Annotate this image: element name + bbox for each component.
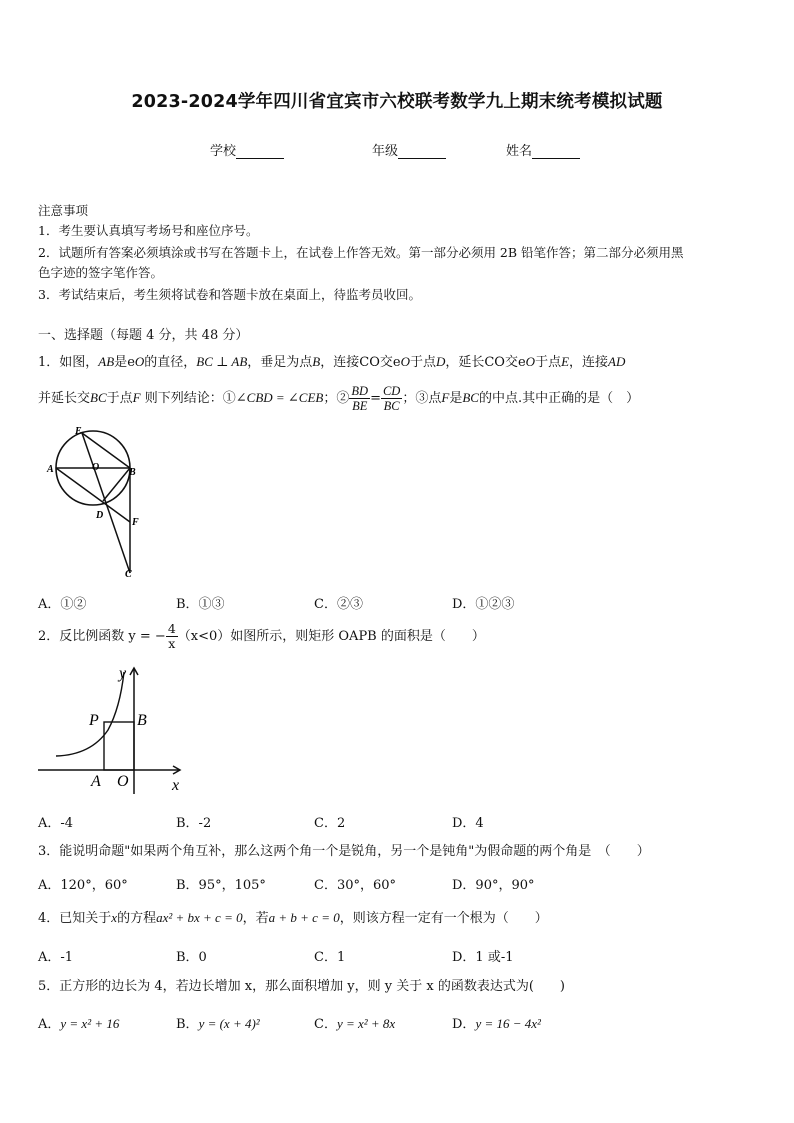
q1-math-bc: BC: [462, 390, 479, 405]
notice-heading: 注意事项: [38, 203, 89, 218]
q4-text-part: ，则该方程一定有一个根为（ ）: [339, 911, 548, 926]
q2-option-d[interactable]: D．4: [452, 816, 484, 831]
q4-condition: a + b + c = 0: [268, 910, 340, 925]
q3-option-b[interactable]: B．95°，105°: [176, 878, 266, 893]
q4-option-b[interactable]: B．0: [176, 950, 207, 965]
segment-ec: [82, 433, 130, 573]
segment-eb: [82, 433, 130, 468]
label-o: O: [117, 773, 129, 790]
option-label: B．: [176, 1017, 199, 1032]
notice-item-2-line-1: 2．试题所有答案必须填涂或书写在答题卡上，在试卷上作答无效。第一部分必须用 2B 铅笔作答；第二部分必须用黑: [38, 245, 684, 260]
section-heading: 一、选择题（每题 4 分，共 48 分）: [38, 328, 249, 343]
label-e: E: [75, 426, 82, 437]
option-label: C．: [314, 1017, 337, 1032]
q1-math-ad: AD: [608, 354, 626, 369]
q4-option-c[interactable]: C．1: [314, 950, 346, 965]
label-y: y: [119, 665, 127, 682]
school-label: 学校: [210, 144, 237, 159]
q1-fraction-cd-bc: [381, 384, 402, 413]
grade-blank[interactable]: [398, 144, 446, 159]
grade-field: [372, 140, 446, 159]
q1-math-e: E: [561, 354, 570, 369]
fraction-denominator: BC: [383, 399, 400, 413]
notice-item-3: 3．考试结束后，考生须将试卷和答题卡放在桌面上，待监考员收回。: [38, 287, 421, 302]
q1-text: 于点: [409, 355, 436, 370]
q1-line-1: [38, 352, 625, 373]
q3-option-a[interactable]: A．120°，60°: [38, 878, 128, 893]
q1-text: 1．如图，: [38, 355, 99, 370]
fraction-denominator: BE: [352, 399, 368, 413]
q2-text-part: 2．反比例函数 y = −: [38, 629, 166, 644]
q1-geometry-figure: [40, 420, 150, 585]
q1-text: ，连接: [569, 355, 609, 370]
label-a: A: [91, 773, 101, 790]
q2-option-c[interactable]: C．2: [314, 816, 346, 831]
q1-text: 并延长交: [38, 391, 91, 406]
q1-math-ab: AB: [98, 354, 115, 369]
label-d: D: [96, 510, 104, 521]
q3-text: 3．能说明命题"如果两个角互补，那么这两个角一个是锐角，另一个是钝角"为假命题的两个角是 （ ）: [38, 844, 650, 859]
q1-text: 是: [449, 391, 463, 406]
q1-text: ；②: [323, 391, 350, 406]
q1-text: ，垂足为点: [247, 355, 313, 370]
q1-text: 于点: [535, 355, 562, 370]
q1-text: ；③点: [402, 391, 442, 406]
q1-option-c[interactable]: C．②③: [314, 597, 363, 612]
q1-math-bc: BC: [90, 390, 107, 405]
q4-text-part: 4．已知关于: [38, 911, 112, 926]
label-b: B: [137, 712, 147, 729]
fraction-numerator: 4: [167, 621, 176, 636]
option-label: A．: [38, 1017, 61, 1032]
q1-math-angle: ∠CBD = ∠CEB: [235, 390, 324, 405]
q3-option-d[interactable]: D．90°，90°: [452, 878, 535, 893]
option-expression: y = x² + 8x: [336, 1016, 396, 1031]
notice-item-1: 1．考生要认真填写考场号和座位序号。: [38, 223, 259, 238]
circle-symbol: e: [127, 355, 135, 370]
q3-option-c[interactable]: C．30°，60°: [314, 878, 397, 893]
q1-math-f: F: [132, 390, 141, 405]
q1-math-o: O: [525, 354, 536, 369]
name-field: [506, 140, 580, 159]
grade-label: 年级: [372, 144, 399, 159]
school-field: [210, 140, 284, 159]
q2-option-b[interactable]: B．-2: [176, 816, 212, 831]
option-expression: y = (x + 4)²: [198, 1016, 260, 1031]
q5-text: 5．正方形的边长为 4，若边长增加 x，那么面积增加 y，则 y 关于 x 的函数表达式为( ): [38, 979, 565, 994]
q1-text: 则下列结论：①: [140, 391, 236, 406]
q1-math-perp: BC ⊥ AB: [196, 354, 248, 369]
fraction-numerator: CD: [382, 384, 401, 398]
q1-text: 的中点.其中正确的是（ ）: [478, 391, 640, 406]
option-expression: y = x² + 16: [60, 1016, 120, 1031]
option-label: D．: [452, 1017, 476, 1032]
q2-option-a[interactable]: A．-4: [38, 816, 74, 831]
q1-option-a[interactable]: A．①②: [38, 597, 87, 612]
q5-option-d[interactable]: [452, 1013, 541, 1032]
q4-equation: ax² + bx + c = 0: [156, 910, 243, 925]
q1-math-f: F: [441, 390, 450, 405]
label-c: C: [125, 569, 132, 580]
q2-graph-figure: [36, 660, 186, 795]
notice-item-2-line-2: 色字迹的签字笔作答。: [38, 265, 164, 280]
option-expression: y = 16 − 4x²: [475, 1016, 541, 1031]
q1-text: ，延长CO交: [445, 355, 518, 370]
name-blank[interactable]: [532, 144, 580, 159]
q5-option-a[interactable]: [38, 1013, 119, 1032]
q5-option-c[interactable]: [314, 1013, 395, 1032]
q1-math-d: D: [435, 354, 446, 369]
q1-text: 于点: [106, 391, 133, 406]
q1-option-d[interactable]: D．①②③: [452, 597, 515, 612]
label-a: A: [47, 464, 54, 475]
equals-sign: =: [370, 391, 381, 406]
q1-math-o: O: [134, 354, 145, 369]
fraction-denominator: x: [168, 636, 176, 651]
label-x: x: [172, 777, 180, 794]
label-f: F: [132, 517, 139, 528]
exam-title: 2023-2024学年四川省宜宾市六校联考数学九上期末统考模拟试题: [131, 92, 663, 112]
q4-option-a[interactable]: A．-1: [38, 950, 74, 965]
circle-symbol: e: [517, 355, 526, 370]
q4-text: [38, 908, 548, 929]
label-p: P: [89, 712, 99, 729]
q1-text: 是: [114, 355, 128, 370]
q2-text: [38, 620, 485, 654]
q4-text-part: ，若: [242, 911, 269, 926]
q1-fraction-bd-be: [349, 384, 370, 413]
q1-option-b[interactable]: B．①③: [176, 597, 225, 612]
q2-fraction: [166, 622, 178, 651]
school-blank[interactable]: [236, 144, 284, 159]
q4-text-part: 的方程: [117, 911, 157, 926]
q4-option-d[interactable]: D．1 或-1: [452, 950, 514, 965]
q1-text: 的直径，: [144, 355, 197, 370]
q1-math-o: O: [400, 354, 410, 369]
label-o: O: [92, 462, 100, 473]
name-label: 姓名: [506, 144, 533, 159]
q4-math-x: x: [111, 910, 118, 925]
label-b: B: [129, 467, 136, 478]
circle-symbol: e: [392, 355, 401, 370]
q1-math-b: B: [312, 354, 321, 369]
q1-text: ，连接CO交: [320, 355, 393, 370]
q5-option-b[interactable]: [176, 1013, 260, 1032]
q1-line-2: [38, 381, 639, 416]
q2-text-part: （x<0）如图所示，则矩形 OAPB 的面积是（ ）: [177, 629, 485, 644]
fraction-numerator: BD: [351, 384, 369, 398]
